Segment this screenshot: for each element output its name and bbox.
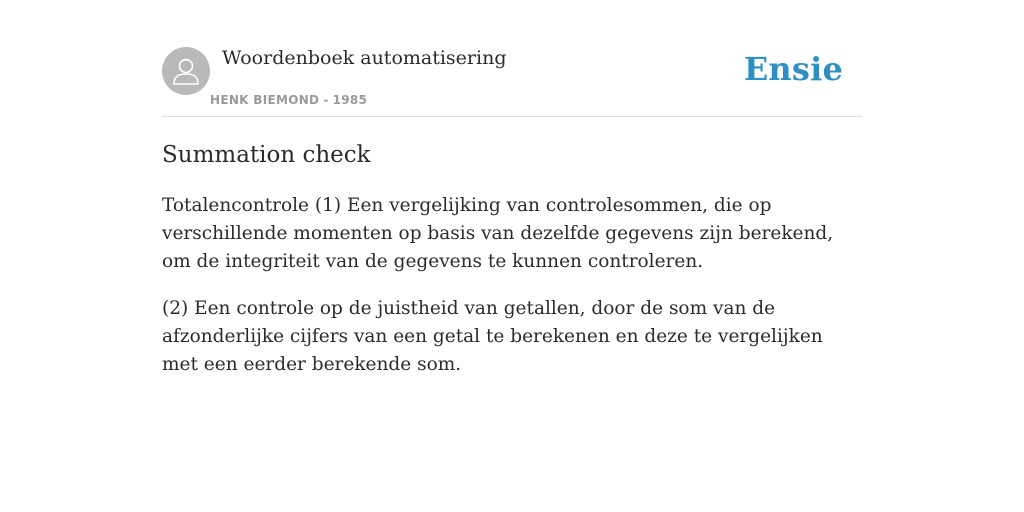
- user-silhouette-icon: [162, 47, 210, 95]
- entry-term: Summation check: [162, 142, 371, 168]
- byline: [210, 92, 367, 108]
- publication-year: 1985: [332, 93, 368, 107]
- author-name[interactable]: HENK BIEMOND: [210, 93, 320, 107]
- ensie-logo[interactable]: Ensie: [743, 50, 843, 88]
- author-avatar: [162, 47, 210, 95]
- source-header: [162, 0, 862, 117]
- definition-paragraph-2: (2) Een controle op de juistheid van getallen, door de som van de afzonderlijke cijfers van een getal te berekenen en deze te vergelijken met een eerder berekende som.: [162, 298, 823, 375]
- byline-separator: -: [323, 93, 329, 107]
- definition-paragraph-1: Totalencontrole (1) Een vergelijking van controlesommen, die op verschillende momenten op basis van dezelfde gegevens zijn berekend, om de integriteit van de gegevens te kunnen controleren.: [162, 195, 834, 272]
- entry-definition: [162, 192, 862, 398]
- page: [162, 0, 862, 375]
- book-title[interactable]: Woordenboek automatisering: [222, 47, 507, 69]
